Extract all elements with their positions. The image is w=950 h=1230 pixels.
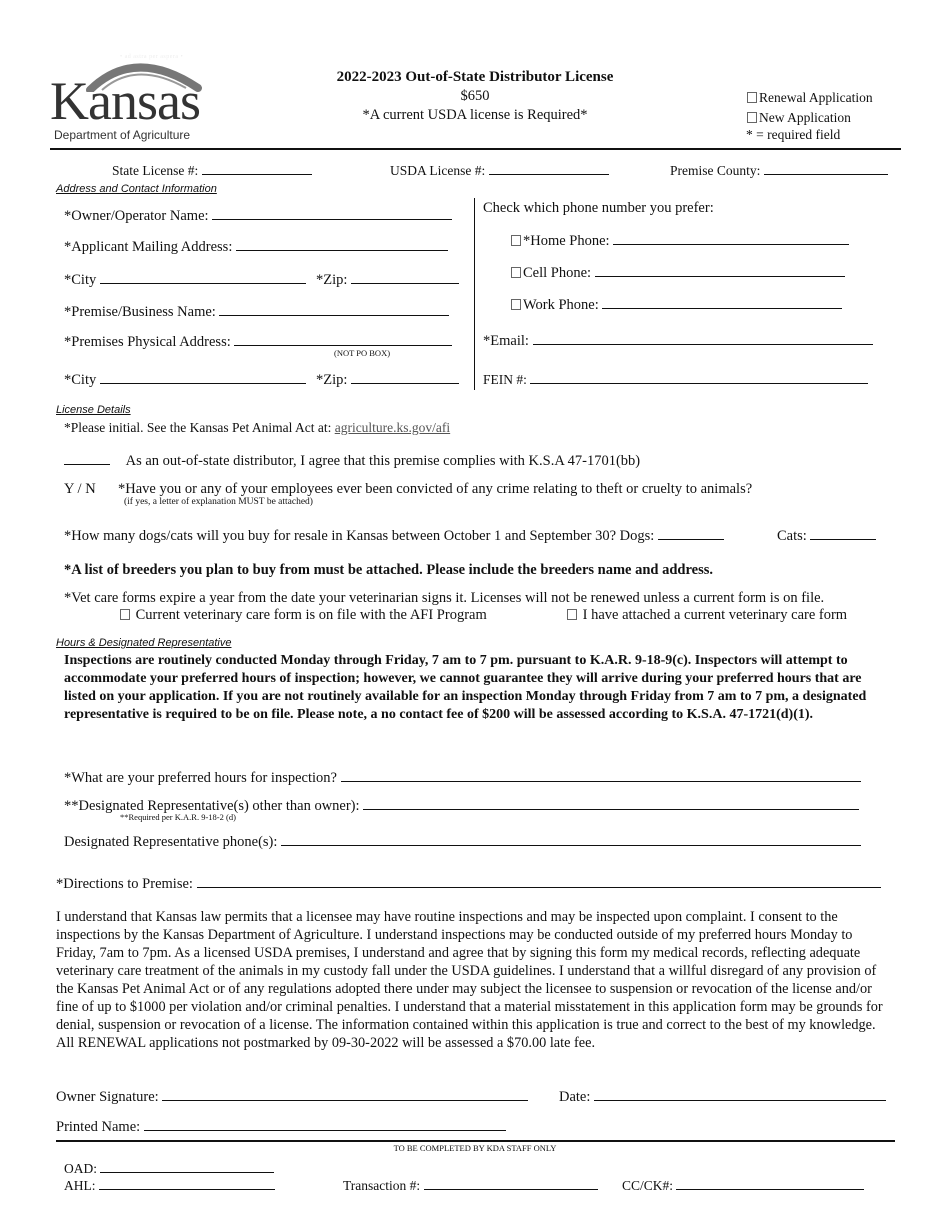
zip-field-2[interactable] (316, 370, 459, 389)
ahl-field[interactable] (64, 1176, 275, 1194)
required-field-note: * = required field (746, 127, 841, 142)
work-phone-label: Work Phone: (523, 297, 599, 313)
new-option[interactable] (747, 110, 851, 126)
agree-statement: As an out-of-state distributor, I agree that this premise complies with K.S.A 47-1701(bb) (125, 453, 641, 469)
renewal-checkbox[interactable] (747, 92, 757, 103)
printed-name-field[interactable] (56, 1117, 506, 1136)
initial-line[interactable] (64, 451, 110, 465)
home-phone-checkbox[interactable] (511, 235, 521, 246)
vet-on-file-option[interactable] (120, 607, 487, 624)
license-price: $650 (460, 88, 490, 104)
city-label-2: *City (64, 372, 97, 388)
physical-address-label: *Premises Physical Address: (64, 334, 231, 350)
email-label: *Email: (483, 333, 529, 349)
breeders-notice: *A list of breeders you plan to buy from must be attached. Please include the breeders name and address. (64, 562, 714, 578)
premise-name-label: *Premise/Business Name: (64, 304, 216, 320)
cell-phone-field[interactable] (511, 263, 845, 282)
state-license-field[interactable] (112, 161, 312, 179)
initial-agree-field[interactable] (64, 451, 640, 470)
staff-rule (56, 1140, 895, 1142)
owner-signature-label: Owner Signature: (56, 1089, 159, 1105)
cats-count-field[interactable] (777, 526, 876, 545)
oad-field[interactable] (64, 1159, 274, 1177)
yn-selector[interactable]: Y / N (64, 481, 96, 497)
mailing-address-label: *Applicant Mailing Address: (64, 239, 233, 255)
fein-field[interactable] (483, 370, 868, 388)
vet-attached-option[interactable] (567, 607, 847, 624)
zip-label-1: *Zip: (316, 272, 348, 288)
city-label-1: *City (64, 272, 97, 288)
initial-note (64, 420, 450, 436)
vet-attached-checkbox[interactable] (567, 609, 577, 620)
cats-count-label: Cats: (777, 528, 807, 544)
transaction-label: Transaction #: (343, 1178, 421, 1193)
ahl-label: AHL: (64, 1178, 96, 1193)
transaction-field[interactable] (343, 1176, 598, 1194)
conviction-question: *Have you or any of your employees ever been convicted of any crime relating to theft or cruelty to animals? (118, 481, 753, 497)
usda-required-note: *A current USDA license is Required* (362, 107, 588, 123)
fein-label: FEIN #: (483, 372, 527, 387)
consent-statement: I understand that Kansas law permits that a licensee may have routine inspections and may be inspected upon complaint. I consent to the inspections by the Kansas Department of Agriculture. I understand inspections may be conducted outside of my preferred hours Monday to Friday, 7am to 7pm. As a licensed USDA premises, I understand and agree that by signing this form my medical records, reflecting adequate veterinary care treatment of the animals in my custody fall under the USDA guidelines. I understand that a willful disregard of any provision of the Kansas Pet Animal Act or of any regulations adopted there under may subject the licensee to suspension or revocation of the license and/or fine of up to $1000 per violation and/or criminal penalties. I understand that a material misstatement in this application form may be grounds for denial, suspension or revocation of a license. The information contained within this application is true and correct to the best of my knowledge. All RENEWAL applications not postmarked by 09-30-2022 will be assessed a $70.00 late fee. (56, 909, 883, 1051)
not-po-box-note: (NOT PO BOX) (334, 348, 391, 358)
pet-animal-act-link[interactable]: agriculture.ks.gov/afi (334, 420, 451, 435)
hours-section-title: Hours & Designated Representative (56, 637, 232, 649)
oad-label: OAD: (64, 1161, 97, 1176)
preferred-hours-label: *What are your preferred hours for inspection? (64, 770, 337, 786)
address-section-title: Address and Contact Information (56, 183, 217, 195)
staff-only-title: TO BE COMPLETED BY KDA STAFF ONLY (393, 1143, 557, 1153)
new-checkbox[interactable] (747, 112, 757, 123)
directions-label: *Directions to Premise: (56, 876, 193, 892)
owner-name-label: *Owner/Operator Name: (64, 208, 209, 224)
rep-phone-field[interactable] (64, 832, 861, 851)
state-license-label: State License #: (112, 163, 199, 178)
directions-field[interactable] (56, 874, 881, 893)
inspection-notice: Inspections are routinely conducted Monday through Friday, 7 am to 7 pm. pursuant to K.A.R. 9-18-9(c). Inspectors will attempt to accommodate your preferred hours of inspection; however, we cannot guarantee they will arrive during your preferred hours that are listed on your application. If you are not routinely available for an inspection Monday through Friday from 7 am to 7 pm, a designated representative is required to be on file. Please note, a no contact fee of $200 will be assessed according to K.S.A. 47-1721(d)(1). (64, 653, 867, 722)
work-phone-field[interactable] (511, 295, 842, 314)
premise-county-field[interactable] (670, 161, 888, 179)
header-rule (50, 148, 901, 150)
logo-wordmark: Kansas (50, 71, 200, 131)
logo-seal-text: • ad astra per aspera • (120, 54, 184, 60)
home-phone-label: *Home Phone: (523, 233, 610, 249)
owner-signature-field[interactable] (56, 1087, 528, 1106)
dogs-count-label: *How many dogs/cats will you buy for resale in Kansas between October 1 and September 30? Dogs: (64, 528, 655, 544)
cc-ck-label: CC/CK#: (622, 1178, 674, 1193)
column-divider (474, 198, 475, 390)
preferred-hours-field[interactable] (64, 768, 861, 787)
vet-care-notice: *Vet care forms expire a year from the date your veterinarian signs it. Licenses will not be renewed unless a current form is on file. (64, 590, 825, 606)
cell-phone-checkbox[interactable] (511, 267, 521, 278)
date-field[interactable] (559, 1087, 886, 1106)
renewal-option[interactable] (747, 90, 873, 106)
city-field-2[interactable] (64, 370, 306, 389)
renewal-label: Renewal Application (759, 90, 873, 105)
city-field-1[interactable] (64, 270, 306, 289)
zip-label-2: *Zip: (316, 372, 348, 388)
designated-rep-note: **Required per K.A.R. 9-18-2 (d) (120, 812, 236, 822)
vet-on-file-label: Current veterinary care form is on file with the AFI Program (135, 607, 487, 623)
owner-name-field[interactable] (64, 206, 452, 225)
phone-prompt: Check which phone number you prefer: (483, 200, 714, 216)
mailing-address-field[interactable] (64, 237, 448, 256)
designated-rep-label: **Designated Representative(s) other than owner): (64, 798, 360, 814)
cell-phone-label: Cell Phone: (523, 265, 592, 281)
new-label: New Application (759, 110, 851, 125)
vet-on-file-checkbox[interactable] (120, 609, 130, 620)
date-label: Date: (559, 1089, 591, 1105)
home-phone-field[interactable] (511, 231, 849, 250)
zip-field-1[interactable] (316, 270, 459, 289)
conviction-note: (if yes, a letter of explanation MUST be attached) (124, 497, 313, 507)
form-title: 2022-2023 Out-of-State Distributor License (336, 69, 614, 85)
usda-license-label: USDA License #: (390, 163, 486, 178)
email-field[interactable] (483, 331, 873, 350)
vet-attached-label: I have attached a current veterinary care form (582, 607, 848, 623)
license-section-title: License Details (56, 404, 131, 416)
usda-license-field[interactable] (390, 161, 609, 179)
physical-address-field[interactable] (64, 332, 452, 351)
logo-department: Department of Agriculture (54, 128, 191, 142)
dogs-count-field[interactable] (64, 526, 724, 545)
work-phone-checkbox[interactable] (511, 299, 521, 310)
printed-name-label: Printed Name: (56, 1119, 141, 1135)
cc-ck-field[interactable] (622, 1176, 864, 1194)
initial-note-text: *Please initial. See the Kansas Pet Animal Act at: (64, 420, 332, 435)
premise-name-field[interactable] (64, 302, 449, 321)
premise-county-label: Premise County: (670, 163, 761, 178)
rep-phone-label: Designated Representative phone(s): (64, 834, 278, 850)
